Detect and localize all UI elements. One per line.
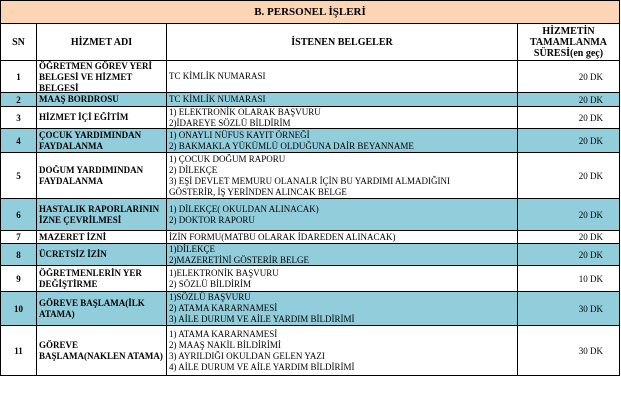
service-name: ÖĞRETMENLERİN YER DEĞİŞTİRME <box>39 267 142 289</box>
duration-value: 20 DK <box>578 232 603 242</box>
table-row <box>1 266 620 292</box>
service-cell <box>37 326 167 376</box>
table-row <box>1 244 620 266</box>
service-name: MAAŞ BORDROSU <box>39 94 119 104</box>
row-number: 8 <box>1 244 37 266</box>
document-line: 1) ÇOCUK DOĞUM RAPORU <box>169 153 286 164</box>
duration-cell <box>518 199 620 231</box>
header-duration-label: HİZMETİN TAMAMLANMA SÜRESİ(en geç) <box>529 26 608 59</box>
service-cell <box>37 107 167 129</box>
service-cell <box>37 292 167 326</box>
service-cell <box>37 231 167 244</box>
duration-cell <box>518 107 620 129</box>
service-name: DOĞUM YARDIMINDAN FAYDALANMA <box>39 164 144 186</box>
document-line: 3) AİLE DURUM VE AİLE YARDIM BİLDİRİMİ <box>169 314 355 324</box>
duration-value: 20 DK <box>578 170 603 181</box>
documents-cell <box>167 107 518 129</box>
duration-value: 20 DK <box>578 71 603 82</box>
duration-cell <box>518 153 620 199</box>
duration-value: 20 DK <box>578 94 603 105</box>
document-line: GÖSTERİR, İŞ YERİNDEN ALINCAK BELGE <box>169 186 347 197</box>
documents-cell <box>167 129 518 153</box>
duration-cell <box>518 93 620 107</box>
document-line: 3) EŞİ DEVLET MEMURU OLANALR İÇİN BU YARDIMI ALMADIĞINI <box>169 175 450 186</box>
duration-value: 30 DK <box>578 345 603 356</box>
table-row <box>1 292 620 326</box>
duration-cell <box>518 292 620 326</box>
row-number: 3 <box>1 107 37 129</box>
document-line: 1) DİLEKÇE( OKULDAN ALINACAK) <box>169 203 319 214</box>
document-line: 1) ELEKTRONİK OLARAK BAŞVURU <box>169 107 321 117</box>
row-number: 5 <box>1 153 37 199</box>
table-row <box>1 199 620 231</box>
header-row <box>1 24 620 61</box>
row-number: 1 <box>1 61 37 93</box>
header-service: HİZMET ADI <box>37 24 167 61</box>
duration-cell <box>518 231 620 244</box>
row-number: 10 <box>1 292 37 326</box>
row-number: 7 <box>1 231 37 244</box>
document-line: 1)ELEKTRONİK BAŞVURU <box>169 267 279 278</box>
service-cell <box>37 129 167 153</box>
duration-cell <box>518 129 620 153</box>
documents-cell <box>167 326 518 376</box>
row-number: 2 <box>1 93 37 107</box>
document-line: 1) ONAYLI NÜFUS KAYIT ÖRNEĞİ <box>169 129 310 140</box>
document-line: İZİN FORMU(MATBU OLARAK İDAREDEN ALINACAK) <box>169 231 396 242</box>
service-name: MAZERET İZNİ <box>39 231 107 242</box>
row-number: 6 <box>1 199 37 231</box>
duration-cell <box>518 266 620 292</box>
documents-cell <box>167 61 518 93</box>
document-line: 1)DİLEKÇE <box>169 244 215 254</box>
document-line: 2)İDAREYE SÖZLÜ BİLDİRİM <box>169 118 291 128</box>
row-number: 4 <box>1 129 37 153</box>
documents-cell <box>167 93 518 107</box>
table-title: B. PERSONEL İŞLERİ <box>1 1 620 24</box>
document-line: 2) BAKMAKLA YÜKÜMLÜ OLDUĞUNA DAİR BEYANNAME <box>169 140 414 151</box>
service-name: GÖREVE BAŞLAMA(NAKLEN ATAMA) <box>39 339 163 361</box>
documents-cell <box>167 292 518 326</box>
header-sn: SN <box>1 24 37 61</box>
duration-cell <box>518 326 620 376</box>
duration-cell <box>518 244 620 266</box>
document-line: 2) DOKTOR RAPORU <box>169 214 255 225</box>
duration-value: 10 DK <box>578 273 603 284</box>
document-line: 2) MAAŞ NAKİL BİLDİRİMİ <box>169 339 281 350</box>
document-line: 4) AİLE DURUM VE AİLE YARDIM BİLDİRİMİ <box>169 361 355 372</box>
document-line: 1) ATAMA KARARNAMESİ <box>169 328 278 339</box>
documents-cell <box>167 199 518 231</box>
service-name: HİZMET İÇİ EĞİTİM <box>39 112 129 122</box>
service-cell <box>37 244 167 266</box>
documents-cell <box>167 244 518 266</box>
table-row <box>1 129 620 153</box>
row-number: 9 <box>1 266 37 292</box>
table-row <box>1 326 620 376</box>
duration-value: 30 DK <box>578 303 603 314</box>
duration-value: 20 DK <box>578 112 603 123</box>
row-number: 11 <box>1 326 37 376</box>
service-cell <box>37 93 167 107</box>
service-cell <box>37 266 167 292</box>
duration-value: 20 DK <box>578 209 603 220</box>
service-cell <box>37 61 167 93</box>
document-line: 2) ATAMA KARARNAMESİ <box>169 303 278 313</box>
title-row <box>1 1 620 24</box>
header-duration <box>518 24 620 61</box>
document-line: 2) SÖZLÜ BİLDİRİM <box>169 278 251 289</box>
table-row <box>1 93 620 107</box>
table-row <box>1 107 620 129</box>
document-line: TC KİMLİK NUMARASI <box>169 71 266 81</box>
document-line: 1)SÖZLÜ BAŞVURU <box>169 292 251 302</box>
document-line: 2) DİLEKÇE <box>169 164 218 175</box>
table-row <box>1 153 620 199</box>
documents-cell <box>167 231 518 244</box>
duration-value: 20 DK <box>578 135 603 146</box>
document-line: 2)MAZERETİNİ GÖSTERİR BELGE <box>169 255 309 265</box>
table-row <box>1 231 620 244</box>
table-row <box>1 61 620 93</box>
document-line: 3) AYRILDIĞI OKULDAN GELEN YAZI <box>169 350 325 361</box>
documents-cell <box>167 266 518 292</box>
service-cell <box>37 153 167 199</box>
service-name: GÖREVE BAŞLAMA(İLK ATAMA) <box>39 297 145 319</box>
service-name: ÜCRETSİZ İZİN <box>39 249 107 259</box>
document-line: TC KİMLİK NUMARASI <box>169 94 266 104</box>
header-documents: İSTENEN BELGELER <box>167 24 518 61</box>
documents-cell <box>167 153 518 199</box>
duration-value: 20 DK <box>578 249 603 260</box>
service-name: ÖĞRETMEN GÖREV YERİ BELGESİ VE HİZMET BELGESİ <box>39 61 153 92</box>
service-cell <box>37 199 167 231</box>
service-name: HASTALIK RAPORLARININ İZNE ÇEVRİLMESİ <box>39 203 160 225</box>
service-name: ÇOCUK YARDIMINDAN FAYDALANMA <box>39 129 142 151</box>
duration-cell <box>518 61 620 93</box>
